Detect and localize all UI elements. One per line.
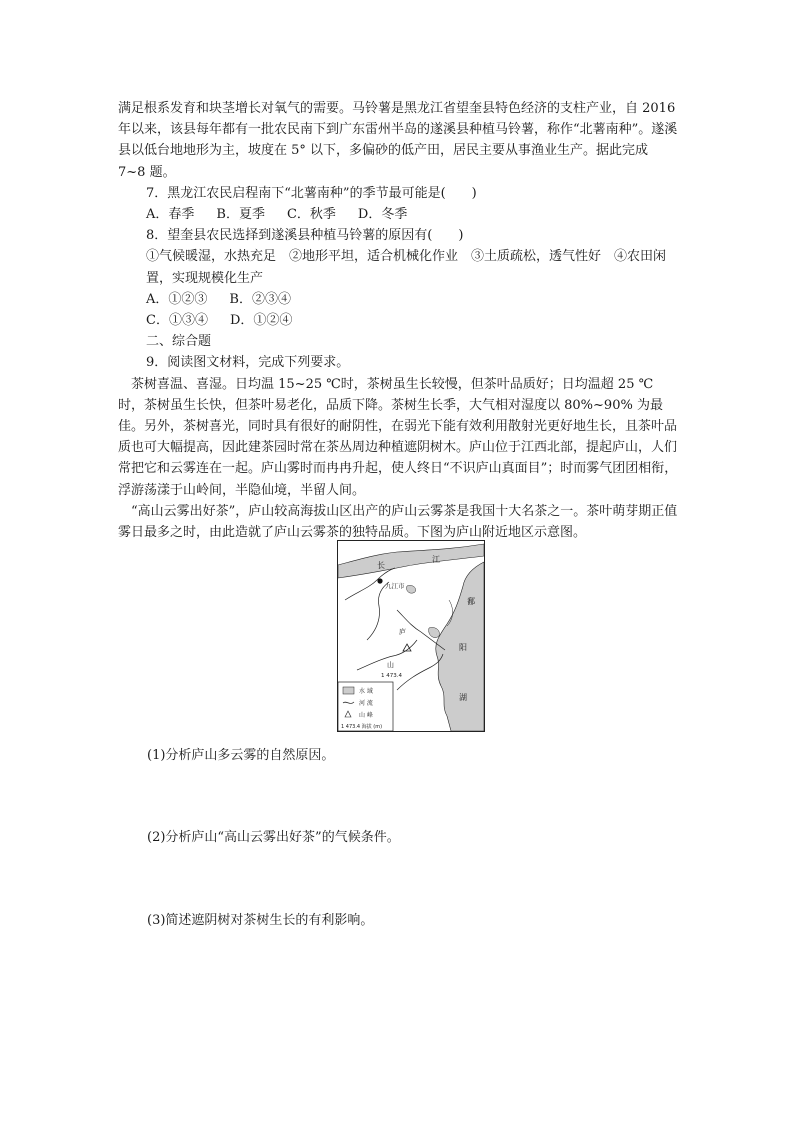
document-body <box>118 98 678 543</box>
lushan-map-svg <box>337 540 485 732</box>
label-city: 九江市 <box>385 582 405 590</box>
q7-option-c: C．秋季 <box>286 207 336 223</box>
label-chang: 长 <box>377 561 385 570</box>
label-jiang: 江 <box>432 555 440 564</box>
q7-option-b: B．夏季 <box>216 207 265 223</box>
city-dot <box>377 578 382 583</box>
q8-option-d: D．①②④ <box>229 313 293 329</box>
label-lu: 庐 <box>399 628 406 636</box>
question-9-paragraph-1: 茶树喜温、喜湿。日均温 15~25 ℃时，茶树虽生长较慢，但茶叶品质好；日均温超 25 ℃时，茶树虽生长快，但茶叶易老化，品质下降。茶树生长季，大气相对湿度以 80%~90% 为最佳。另外，茶树喜光，同时具有很好的耐阴性，在弱光下能有效利用散射光更好地生长，且茶叶品质也可大幅提高，因此建茶园时常在茶丛周边种植遮阴树木。庐山位于江西北部，提起庐山，人们常把它和云雾连在一起。庐山雾时而冉冉升起，使人终日“不识庐山真面目”；时而雾气团团相衔，浮游荡漾于山岭间，半隐仙境，半留人间。 <box>118 376 678 498</box>
question-9-sub-1: (1)分析庐山多云雾的自然原因。 <box>147 748 335 763</box>
map-legend <box>338 682 393 731</box>
q8-option-b: B．②③④ <box>229 291 291 307</box>
legend-elevation: 1 473.4 海拔 (m) <box>341 724 383 730</box>
lake-char-hu: 湖 <box>459 693 467 702</box>
question-8-options-row2 <box>118 310 678 331</box>
lake-char-po: 鄱 <box>467 597 475 606</box>
question-9-stem: 9．阅读图文材料，完成下列要求。 <box>146 355 350 371</box>
legend-river: 河 流 <box>359 700 373 707</box>
label-shan: 山 <box>387 661 394 669</box>
q7-option-a: A．春季 <box>146 207 195 223</box>
q7-option-d: D．冬季 <box>357 207 408 223</box>
lake-char-yang: 阳 <box>459 643 467 652</box>
question-9-sub-3: (3)简述遮阴树对茶树生长的有利影响。 <box>147 913 374 928</box>
legend-water: 水 域 <box>359 688 373 695</box>
legend-water-swatch <box>343 687 354 694</box>
intro-paragraph: 满足根系发育和块茎增长对氧气的需要。马铃薯是黑龙江省望奎县特色经济的支柱产业，自 2016 年以来，该县每年都有一批农民南下到广东雷州半岛的遂溪县种植马铃薯，称作“北薯南种”。遂溪县以低台地地形为主，坡度在 5° 以下，多偏砂的低产田，居民主要从事渔业生产。据此完成 7~8 题。 <box>118 101 678 180</box>
question-7-stem: 7．黑龙江农民启程南下“北薯南种”的季节最可能是( ) <box>146 185 477 201</box>
small-lake <box>407 585 416 593</box>
question-9-paragraph-2: “高山云雾出好茶”，庐山较高海拔山区出产的庐山云雾茶是我国十大名茶之一。茶叶萌芽期正值雾日最多之时，由此造就了庐山云雾茶的独特品质。下图为庐山附近地区示意图。 <box>118 503 678 541</box>
question-8-statements: ①气候暖湿，水热充足 ②地形平坦，适合机械化作业 ③土质疏松，透气性好 ④农田闲置，实现规模化生产 <box>146 249 667 286</box>
legend-peak: 山 峰 <box>359 712 373 719</box>
question-8-stem: 8．望奎县农民选择到遂溪县种植马铃薯的原因有( ) <box>146 228 464 244</box>
lushan-map <box>337 540 485 732</box>
question-9-sub-2: (2)分析庐山“高山云雾出好茶”的气候条件。 <box>147 830 400 845</box>
q8-option-c: C．①③④ <box>146 313 208 329</box>
question-7-options <box>118 204 678 225</box>
section-title: 二、综合题 <box>146 334 212 350</box>
question-8-options-row1 <box>118 289 678 310</box>
peak-elevation: 1 473.4 <box>381 673 402 679</box>
q8-option-a: A．①②③ <box>146 291 208 307</box>
